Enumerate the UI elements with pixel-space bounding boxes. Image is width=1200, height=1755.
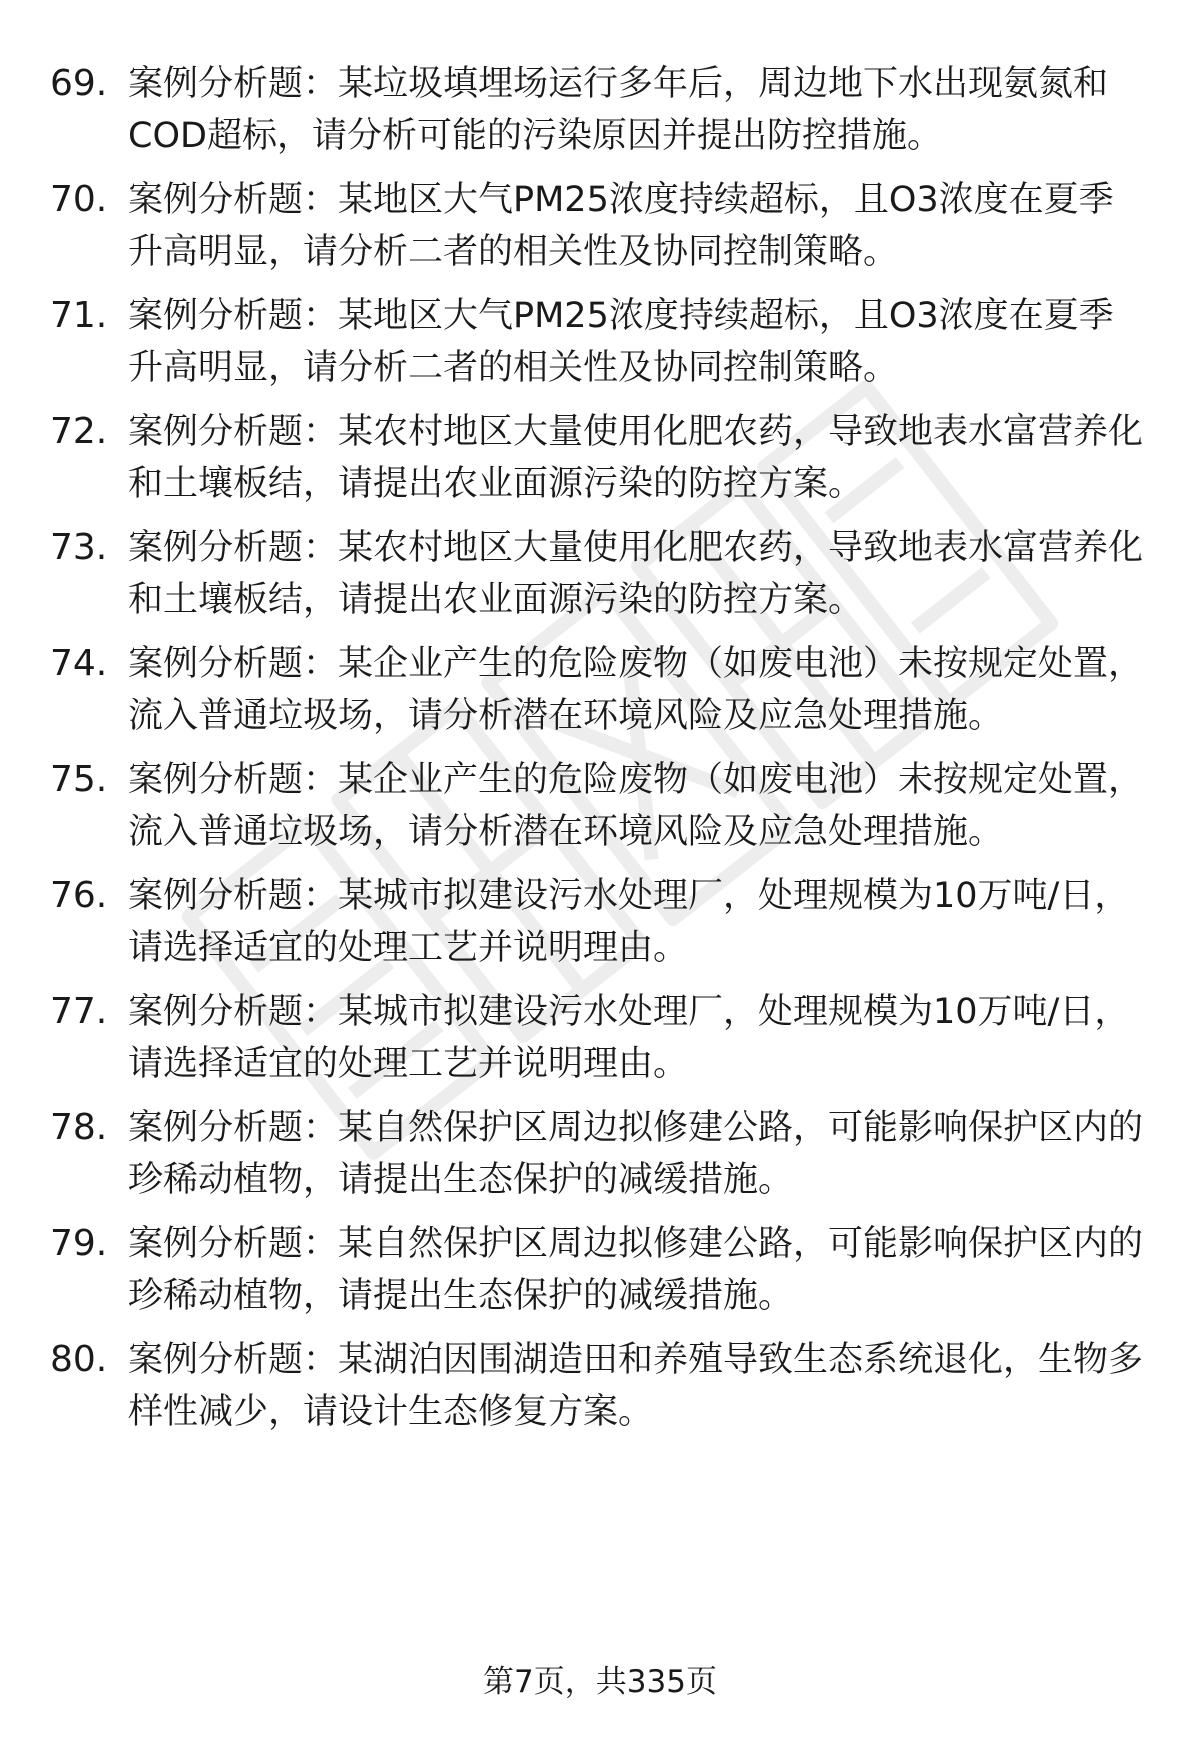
question-number: 70. <box>50 179 108 220</box>
question-item <box>0 522 1200 632</box>
question-item <box>0 406 1200 516</box>
question-item <box>0 754 1200 864</box>
question-item <box>0 58 1200 168</box>
question-number: 73. <box>50 527 108 568</box>
question-number: 77. <box>50 991 108 1032</box>
question-number: 76. <box>50 875 108 916</box>
question-text: 案例分析题：某城市拟建设污水处理厂，处理规模为10万吨/日，请选择适宜的处理工艺并说明理由。 <box>128 876 1130 968</box>
question-item <box>0 1334 1200 1444</box>
question-text: 案例分析题：某企业产生的危险废物（如废电池）未按规定处置，流入普通垃圾场，请分析潜在环境风险及应急处理措施。 <box>128 760 1144 852</box>
question-number: 78. <box>50 1107 108 1148</box>
question-item <box>0 174 1200 284</box>
question-number: 80. <box>50 1339 108 1380</box>
question-number: 71. <box>50 295 108 336</box>
question-number: 75. <box>50 759 108 800</box>
question-item <box>0 290 1200 400</box>
question-text: 案例分析题：某地区大气PM25浓度持续超标，且O3浓度在夏季升高明显，请分析二者的相关性及协同控制策略。 <box>128 180 1114 272</box>
question-text: 案例分析题：某农村地区大量使用化肥农药，导致地表水富营养化和土壤板结，请提出农业面源污染的防控方案。 <box>128 412 1144 504</box>
question-number: 72. <box>50 411 108 452</box>
question-item <box>0 1102 1200 1212</box>
question-text: 案例分析题：某自然保护区周边拟修建公路，可能影响保护区内的珍稀动植物，请提出生态保护的减缓措施。 <box>128 1108 1144 1200</box>
question-text: 案例分析题：某企业产生的危险废物（如废电池）未按规定处置，流入普通垃圾场，请分析潜在环境风险及应急处理措施。 <box>128 644 1144 736</box>
question-number: 69. <box>50 63 108 104</box>
question-text: 案例分析题：某地区大气PM25浓度持续超标，且O3浓度在夏季升高明显，请分析二者的相关性及协同控制策略。 <box>128 296 1114 388</box>
question-text: 案例分析题：某城市拟建设污水处理厂，处理规模为10万吨/日，请选择适宜的处理工艺并说明理由。 <box>128 992 1130 1084</box>
question-item <box>0 986 1200 1096</box>
question-number: 79. <box>50 1223 108 1264</box>
question-item <box>0 1218 1200 1328</box>
question-text: 案例分析题：某垃圾填埋场运行多年后，周边地下水出现氨氮和COD超标，请分析可能的污染原因并提出防控措施。 <box>128 64 1109 156</box>
page-number: 第7页，共335页 <box>483 1664 717 1700</box>
question-item <box>0 870 1200 980</box>
page-footer <box>0 1660 1200 1704</box>
question-item <box>0 638 1200 748</box>
question-text: 案例分析题：某农村地区大量使用化肥农药，导致地表水富营养化和土壤板结，请提出农业面源污染的防控方案。 <box>128 528 1144 620</box>
question-text: 案例分析题：某湖泊因围湖造田和养殖导致生态系统退化，生物多样性减少，请设计生态修复方案。 <box>128 1340 1144 1432</box>
question-number: 74. <box>50 643 108 684</box>
question-text: 案例分析题：某自然保护区周边拟修建公路，可能影响保护区内的珍稀动植物，请提出生态保护的减缓措施。 <box>128 1224 1144 1316</box>
